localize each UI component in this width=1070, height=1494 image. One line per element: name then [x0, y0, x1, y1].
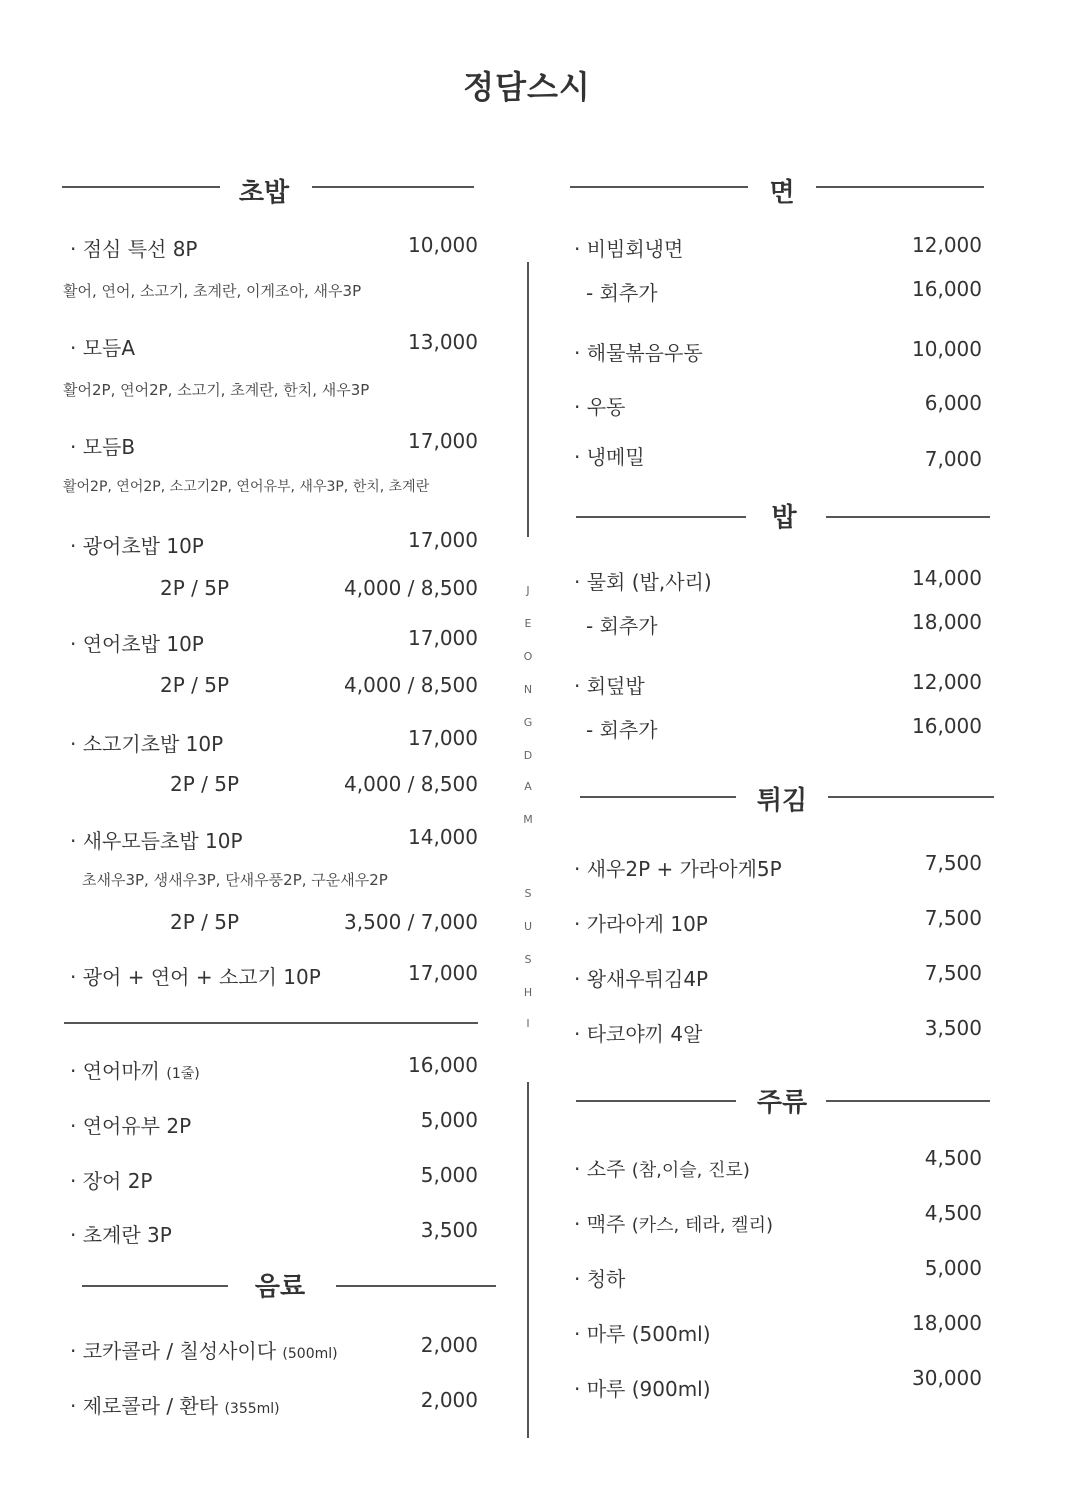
divider-line	[62, 186, 220, 188]
menu-item-price: 17,000	[408, 528, 478, 552]
menu-item-sub-price: 4,000 / 8,500	[344, 673, 478, 697]
menu-item-sub-name: 2P / 5P	[170, 910, 240, 934]
menu-item-name: · 모듬A	[70, 336, 136, 360]
menu-item-name-text: · 연어마끼	[70, 1059, 160, 1083]
menu-item-price: 12,000	[912, 670, 982, 694]
menu-item-name: · 우동	[574, 395, 626, 419]
divider-line	[64, 1022, 478, 1024]
divider-line	[82, 1285, 228, 1287]
vertical-letter: U	[523, 920, 533, 933]
menu-item-name: · 해물볶음우동	[574, 341, 703, 365]
menu-item-price: 12,000	[912, 233, 982, 257]
menu-item-price: 7,000	[924, 447, 982, 471]
menu-item-name: · 회덮밥	[574, 674, 645, 698]
menu-item-name: · 가라아게 10P	[574, 912, 708, 936]
divider-line	[312, 186, 474, 188]
section-title-eumryo: 음료	[254, 1272, 306, 1302]
menu-item-name	[70, 1055, 200, 1084]
menu-item-name: · 마루 (500ml)	[574, 1322, 711, 1346]
menu-item-name: · 연어유부 2P	[70, 1114, 192, 1138]
menu-item-price: 5,000	[420, 1163, 478, 1187]
vertical-letter: D	[523, 749, 533, 762]
menu-item-price: 14,000	[912, 566, 982, 590]
vertical-letter: N	[523, 683, 533, 696]
menu-item-price: 5,000	[420, 1108, 478, 1132]
menu-item-name	[574, 1153, 750, 1182]
menu-item-sub-price: 4,000 / 8,500	[344, 772, 478, 796]
menu-item-price: 17,000	[408, 429, 478, 453]
vertical-letter: O	[523, 650, 533, 663]
menu-item-sub-name: 2P / 5P	[160, 673, 230, 697]
vertical-letter: J	[526, 584, 530, 597]
menu-item-sub-name: 2P / 5P	[170, 772, 240, 796]
menu-item-name: · 소고기초밥 10P	[70, 732, 224, 756]
menu-item-price: 30,000	[912, 1366, 982, 1390]
menu-item-name: · 새우모듬초밥 10P	[70, 829, 243, 853]
menu-item-name	[70, 1390, 280, 1419]
menu-item-name-note: (참,이슬, 진로)	[631, 1160, 750, 1181]
section-title-juryu: 주류	[756, 1088, 808, 1118]
menu-item-price: 17,000	[408, 626, 478, 650]
menu-item-name-note: (카스, 테라, 켈리)	[631, 1215, 773, 1236]
menu-item-sub-name: - 회추가	[586, 718, 658, 742]
vertical-letter: G	[523, 716, 533, 729]
menu-item-name: · 장어 2P	[70, 1169, 153, 1193]
menu-item-desc: 활어2P, 연어2P, 소고기, 초계란, 한치, 새우3P	[63, 381, 370, 399]
menu-item-name: · 광어 + 연어 + 소고기 10P	[70, 965, 321, 989]
divider-line	[576, 516, 746, 518]
section-title-bap: 밥	[771, 503, 797, 533]
menu-item-name: · 연어초밥 10P	[70, 632, 204, 656]
menu-item-name-note: (500ml)	[282, 1346, 338, 1362]
menu-item-sub-price: 18,000	[912, 610, 982, 634]
menu-item-sub-price: 16,000	[912, 277, 982, 301]
menu-item-name-note: (355ml)	[224, 1401, 280, 1417]
menu-item-price: 18,000	[912, 1311, 982, 1335]
menu-item-sub-price: 4,000 / 8,500	[344, 576, 478, 600]
menu-item-name: · 타코야끼 4알	[574, 1022, 703, 1046]
center-divider-top	[527, 262, 529, 537]
vertical-letter: S	[524, 887, 532, 900]
menu-item-sub-name: - 회추가	[586, 281, 658, 305]
divider-line	[816, 186, 984, 188]
menu-item-price: 7,500	[924, 906, 982, 930]
menu-item-desc: 활어, 연어, 소고기, 초계란, 이게조아, 새우3P	[63, 282, 362, 300]
menu-item-price: 6,000	[924, 391, 982, 415]
vertical-letter: E	[524, 617, 532, 630]
vertical-letter: H	[523, 986, 533, 999]
menu-item-name: · 청하	[574, 1267, 626, 1291]
menu-item-price: 17,000	[408, 961, 478, 985]
menu-item-name-text: · 코카콜라 / 칠성사이다	[70, 1339, 277, 1363]
vertical-letter: I	[526, 1017, 530, 1030]
divider-line	[576, 1100, 736, 1102]
menu-item-price: 2,000	[420, 1388, 478, 1412]
menu-item-sub-name: 2P / 5P	[160, 576, 230, 600]
menu-item-name: · 초계란 3P	[70, 1223, 172, 1247]
menu-item-sub-price: 3,500 / 7,000	[344, 910, 478, 934]
menu-item-name: · 비빔회냉면	[574, 237, 684, 261]
divider-line	[580, 796, 736, 798]
menu-item-name: · 광어초밥 10P	[70, 534, 204, 558]
menu-item-price: 7,500	[924, 961, 982, 985]
menu-item-price: 3,500	[924, 1016, 982, 1040]
divider-line	[826, 516, 990, 518]
menu-item-name-text: · 맥주	[574, 1212, 626, 1236]
menu-item-price: 2,000	[420, 1333, 478, 1357]
menu-item-name: · 점심 특선 8P	[70, 237, 198, 261]
section-title-myeon: 면	[769, 178, 795, 208]
menu-item-price: 7,500	[924, 851, 982, 875]
menu-item-name	[574, 1208, 773, 1237]
menu-item-name-text: · 제로콜라 / 환타	[70, 1394, 219, 1418]
vertical-letter: M	[523, 813, 533, 826]
menu-item-name: · 새우2P + 가라아게5P	[574, 857, 782, 881]
menu-item-price: 10,000	[912, 337, 982, 361]
menu-item-price: 4,500	[924, 1146, 982, 1170]
menu-item-name-text: · 소주	[574, 1157, 626, 1181]
menu-item-desc: 초새우3P, 생새우3P, 단새우풍2P, 구운새우2P	[82, 871, 388, 889]
divider-line	[826, 1100, 990, 1102]
menu-item-name: · 왕새우튀김4P	[574, 967, 709, 991]
menu-item-name	[70, 1335, 338, 1364]
menu-item-name: · 냉메밀	[574, 445, 645, 469]
menu-item-name-note: (1줄)	[166, 1066, 200, 1082]
section-title-chobap: 초밥	[238, 178, 290, 208]
restaurant-title: 정담스시	[463, 68, 591, 106]
menu-item-name: · 마루 (900ml)	[574, 1377, 711, 1401]
menu-item-price: 13,000	[408, 330, 478, 354]
menu-item-sub-price: 16,000	[912, 714, 982, 738]
menu-item-price: 14,000	[408, 825, 478, 849]
menu-item-price: 5,000	[924, 1256, 982, 1280]
menu-item-name: · 물회 (밥,사리)	[574, 570, 712, 594]
vertical-letter: S	[524, 953, 532, 966]
vertical-letter: A	[524, 780, 532, 793]
menu-item-name: · 모듬B	[70, 435, 136, 459]
center-divider-bottom	[527, 1082, 529, 1438]
menu-item-price: 16,000	[408, 1053, 478, 1077]
menu-item-price: 17,000	[408, 726, 478, 750]
menu-item-desc: 활어2P, 연어2P, 소고기2P, 연어유부, 새우3P, 한치, 초계란	[63, 479, 430, 495]
divider-line	[336, 1285, 496, 1287]
divider-line	[828, 796, 994, 798]
menu-item-sub-name: - 회추가	[586, 614, 658, 638]
menu-item-price: 3,500	[420, 1218, 478, 1242]
menu-item-price: 4,500	[924, 1201, 982, 1225]
menu-item-price: 10,000	[408, 233, 478, 257]
section-title-twigim: 튀김	[756, 786, 808, 816]
